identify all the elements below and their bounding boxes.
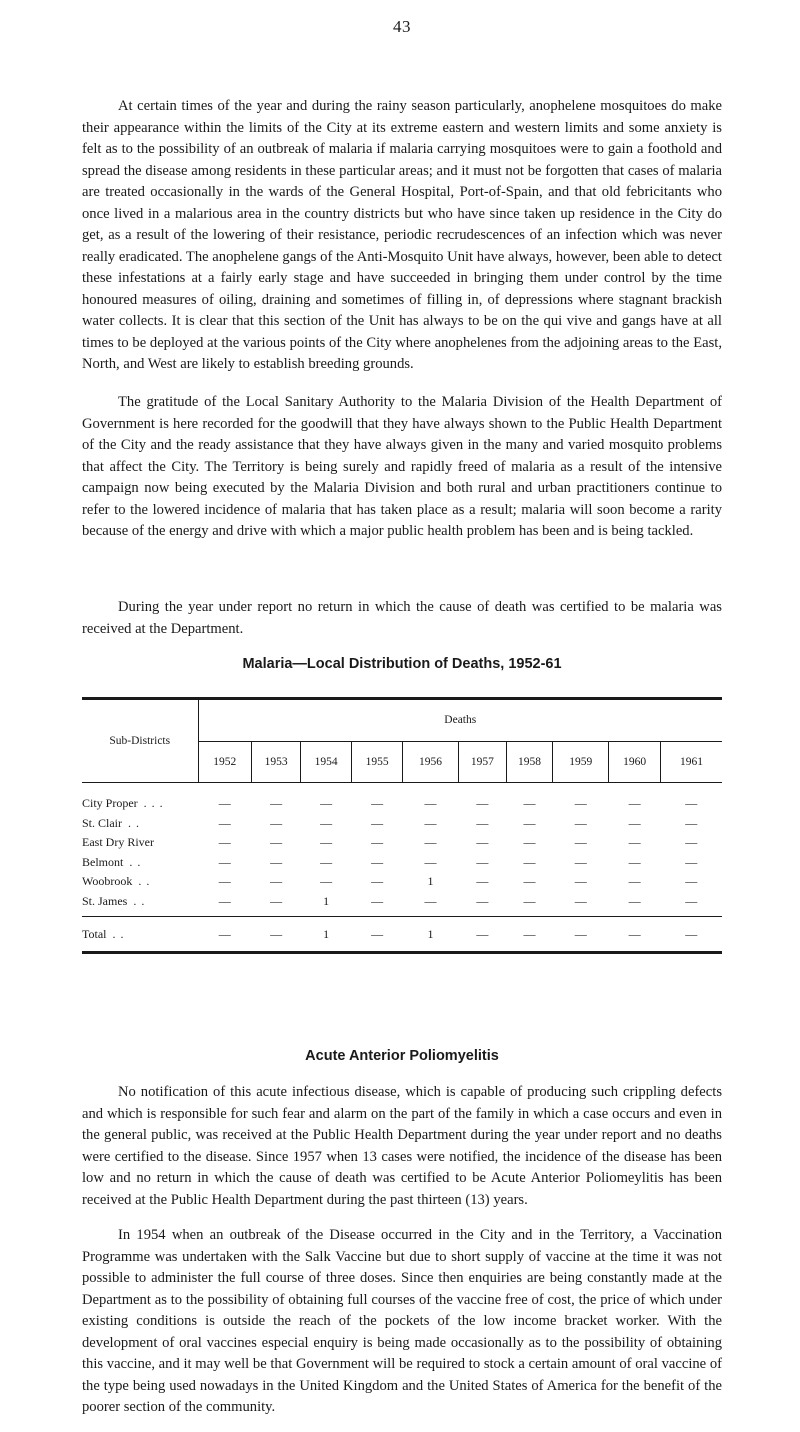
death-count-cell: — — [574, 815, 587, 830]
subdistrict-name: East Dry River — [82, 835, 154, 850]
death-count-cell: — — [506, 917, 553, 953]
year-header: 1960 — [609, 741, 661, 783]
subdistrict-name: St. James — [82, 893, 128, 908]
death-count-cell: 1 — [427, 874, 434, 889]
death-count-cell: — — [424, 835, 437, 850]
death-count-cell: — — [270, 854, 283, 869]
death-count-cell: — — [476, 815, 489, 830]
death-count-cell: — — [424, 815, 437, 830]
death-count-cell: — — [685, 854, 698, 869]
year-header: 1955 — [352, 741, 403, 783]
death-count-cell: — — [574, 796, 587, 811]
total-row — [82, 917, 722, 953]
death-count-cell: — — [270, 796, 283, 811]
year-header: 1952 — [198, 741, 251, 783]
death-count-cell: — — [218, 893, 231, 908]
death-count-cell: 1 — [323, 893, 330, 908]
death-count-cell: — — [320, 815, 333, 830]
death-count-cell: — — [574, 835, 587, 850]
death-count-cell: — — [371, 893, 384, 908]
death-count-cell: — — [320, 835, 333, 850]
death-count-cell: — — [574, 874, 587, 889]
death-count-cell: — — [628, 835, 641, 850]
death-count-cell: — — [553, 917, 609, 953]
malaria-deaths-table — [82, 697, 722, 954]
death-count-cell: — — [609, 917, 661, 953]
death-count-cell: — — [218, 815, 231, 830]
subdistrict-name-cell — [82, 892, 198, 917]
death-count-cell: — — [574, 854, 587, 869]
death-count-cell: — — [523, 796, 536, 811]
malaria-table-title: Malaria—Local Distribution of Deaths, 1952-61 — [242, 656, 562, 672]
death-count-cell: — — [270, 874, 283, 889]
leader-dots: . . — [128, 815, 141, 830]
death-count-cell: — — [574, 893, 587, 908]
death-count-cell: — — [476, 874, 489, 889]
death-count-cell: — — [424, 893, 437, 908]
death-count-cell: — — [251, 917, 300, 953]
death-count-cell: — — [685, 796, 698, 811]
leader-dots: . . — [138, 874, 151, 889]
death-count-cell: — — [628, 815, 641, 830]
death-count-cell: — — [523, 893, 536, 908]
leader-dots: . . — [133, 893, 146, 908]
subdistrict-name: Woobrook — [82, 874, 133, 889]
table-row — [82, 783, 722, 814]
table-row — [82, 892, 722, 917]
death-count-cell: — — [218, 796, 231, 811]
death-count-cell: — — [476, 854, 489, 869]
death-count-cell: — — [320, 874, 333, 889]
year-header: 1954 — [301, 741, 352, 783]
death-count-cell: — — [198, 917, 251, 953]
death-count-cell: — — [270, 835, 283, 850]
death-count-cell: — — [371, 815, 384, 830]
death-count-cell: — — [685, 893, 698, 908]
year-header: 1957 — [459, 741, 507, 783]
death-count-cell: — — [459, 917, 507, 953]
year-header: 1961 — [661, 741, 722, 783]
death-count-cell: — — [685, 835, 698, 850]
death-count-cell: — — [661, 917, 722, 953]
paragraph-malaria-mosquitoes: At certain times of the year and during the rainy season particularly, anophelene mosquitoes do make their appearance within the limits of the City at its extreme eastern and western limits and some anxiety is felt as to the possibility of an outbreak of malaria if malaria carrying mosquitoes were to gain a foothold and spread the disease among residents in these particular areas; and it must not be forgotten that cases of malaria are treated occasionally in the wards of the General Hospital, Port-of-Spain, and that old febricitants who once lived in a malarious area in the country districts but who have since taken up residence in the City do get, as a result of the lowering of their resistance, periodic recrudescences of an infection which was never really eradicated. The anophelene gangs of the Anti-Mosquito Unit have always, however, been able to detect these infestations at a fairly early stage and have succeeded in bringing them under control by the time honoured measures of oiling, draining and sometimes of filling in, of depressions where stagnant brackish water collects. It is clear that this section of the Unit has always to be on the qui vive and gangs have at all times to be deployed at the various points of the City where anophelenes from the adjoining areas to the East, North, and West are likely to establish breeding grounds. — [82, 98, 722, 372]
year-header: 1958 — [506, 741, 553, 783]
death-count-cell: — — [476, 796, 489, 811]
death-count-cell: — — [424, 796, 437, 811]
death-count-cell: — — [628, 796, 641, 811]
death-count-cell: — — [320, 854, 333, 869]
subdistrict-name-cell — [82, 853, 198, 873]
death-count-cell: — — [523, 815, 536, 830]
table-row — [82, 814, 722, 834]
death-count-cell: — — [352, 917, 403, 953]
death-count-cell: — — [685, 815, 698, 830]
polio-section-title: Acute Anterior Poliomyelitis — [305, 1048, 499, 1064]
death-count-cell: — — [523, 854, 536, 869]
subdistrict-name: Belmont — [82, 854, 124, 869]
table-body — [82, 783, 722, 953]
leader-dots: . . — [112, 926, 125, 941]
death-count-cell: — — [371, 854, 384, 869]
death-count-cell: — — [628, 893, 641, 908]
table-row — [82, 872, 722, 892]
subdistrict-name-cell — [82, 917, 198, 953]
year-header: 1953 — [251, 741, 300, 783]
subdistrict-name-cell — [82, 833, 198, 853]
page-number: 43 — [393, 17, 411, 36]
death-count-cell: — — [371, 796, 384, 811]
death-count-cell: — — [218, 874, 231, 889]
death-count-cell: — — [523, 835, 536, 850]
death-count-cell: — — [685, 874, 698, 889]
death-count-cell: — — [424, 854, 437, 869]
paragraph-no-malaria-deaths: During the year under report no return in which the cause of death was certified to be malaria was received at the Department. — [82, 599, 722, 637]
subdistrict-name: St. Clair — [82, 815, 123, 830]
table-row — [82, 833, 722, 853]
table-row — [82, 853, 722, 873]
death-count-cell: — — [218, 835, 231, 850]
leader-dots: . . . — [143, 796, 164, 811]
paragraph-polio-notification: No notification of this acute infectious disease, which is capable of producing such crippling defects and which is responsible for such fear and alarm on the part of the family in which a case occurs and even in the general public, was received at the Public Health Department during the year under report and no deaths were certified to the disease. Since 1957 when 13 cases were notified, the incidence of the disease has been low and no return in which the cause of death was certified to be Acute Anterior Poliomeylitis has been received at the Public Health Department during the past thirteen (13) years. — [82, 1084, 722, 1208]
subdistrict-name-cell — [82, 783, 198, 814]
death-count-cell: 1 — [403, 917, 459, 953]
subdistrict-name-cell — [82, 814, 198, 834]
leader-dots: . . — [129, 854, 142, 869]
year-header: 1956 — [403, 741, 459, 783]
subdistricts-header: Sub-Districts — [82, 699, 198, 783]
death-count-cell: — — [270, 815, 283, 830]
year-header: 1959 — [553, 741, 609, 783]
deaths-table — [82, 697, 722, 954]
deaths-header: Deaths — [198, 699, 722, 742]
death-count-cell: — — [218, 854, 231, 869]
subdistrict-name: City Proper — [82, 796, 138, 811]
paragraph-polio-vaccination: In 1954 when an outbreak of the Disease occurred in the City and in the Territory, a Vaccination Programme was undertaken with the Salk Vaccine but due to short supply of vaccine at the time it was not possible to administer the full course of three doses. Since then enquiries are being constantly made at the Department as to the possibility of obtaining full courses of the vaccine free of cost, the price of which under existing conditions is outside the reach of the pockets of the low income bracket worker. With the development of oral vaccines especial enquiry is being made occasionally as to the possibility of obtaining this vaccine, and it may well be that Government will be required to stock a certain amount of oral vaccine of the type being used nowadays in the United Kingdom and the United States of America for the benefit of the poorer section of the community. — [82, 1227, 722, 1415]
death-count-cell: — — [628, 874, 641, 889]
paragraph-gratitude: The gratitude of the Local Sanitary Authority to the Malaria Division of the Health Department of Government is here recorded for the goodwill that they have always shown to the Public Health Department of the City and the ready assistance that they have always given in the many and varied mosquito problems that affect the City. The Territory is being surely and rapidly freed of malaria as a result of the intensive campaign now being executed by the Malaria Division and both rural and urban practitioners continue to refer to the lowered incidence of malaria that has taken place as a result; malaria will soon become a rarity because of the energy and drive with which a major public health problem has been and is being tackled. — [82, 394, 722, 539]
death-count-cell: 1 — [301, 917, 352, 953]
death-count-cell: — — [371, 874, 384, 889]
subdistrict-name: Total — [82, 926, 107, 941]
death-count-cell: — — [476, 835, 489, 850]
death-count-cell: — — [523, 874, 536, 889]
death-count-cell: — — [320, 796, 333, 811]
death-count-cell: — — [371, 835, 384, 850]
subdistrict-name-cell — [82, 872, 198, 892]
death-count-cell: — — [628, 854, 641, 869]
death-count-cell: — — [270, 893, 283, 908]
death-count-cell: — — [476, 893, 489, 908]
